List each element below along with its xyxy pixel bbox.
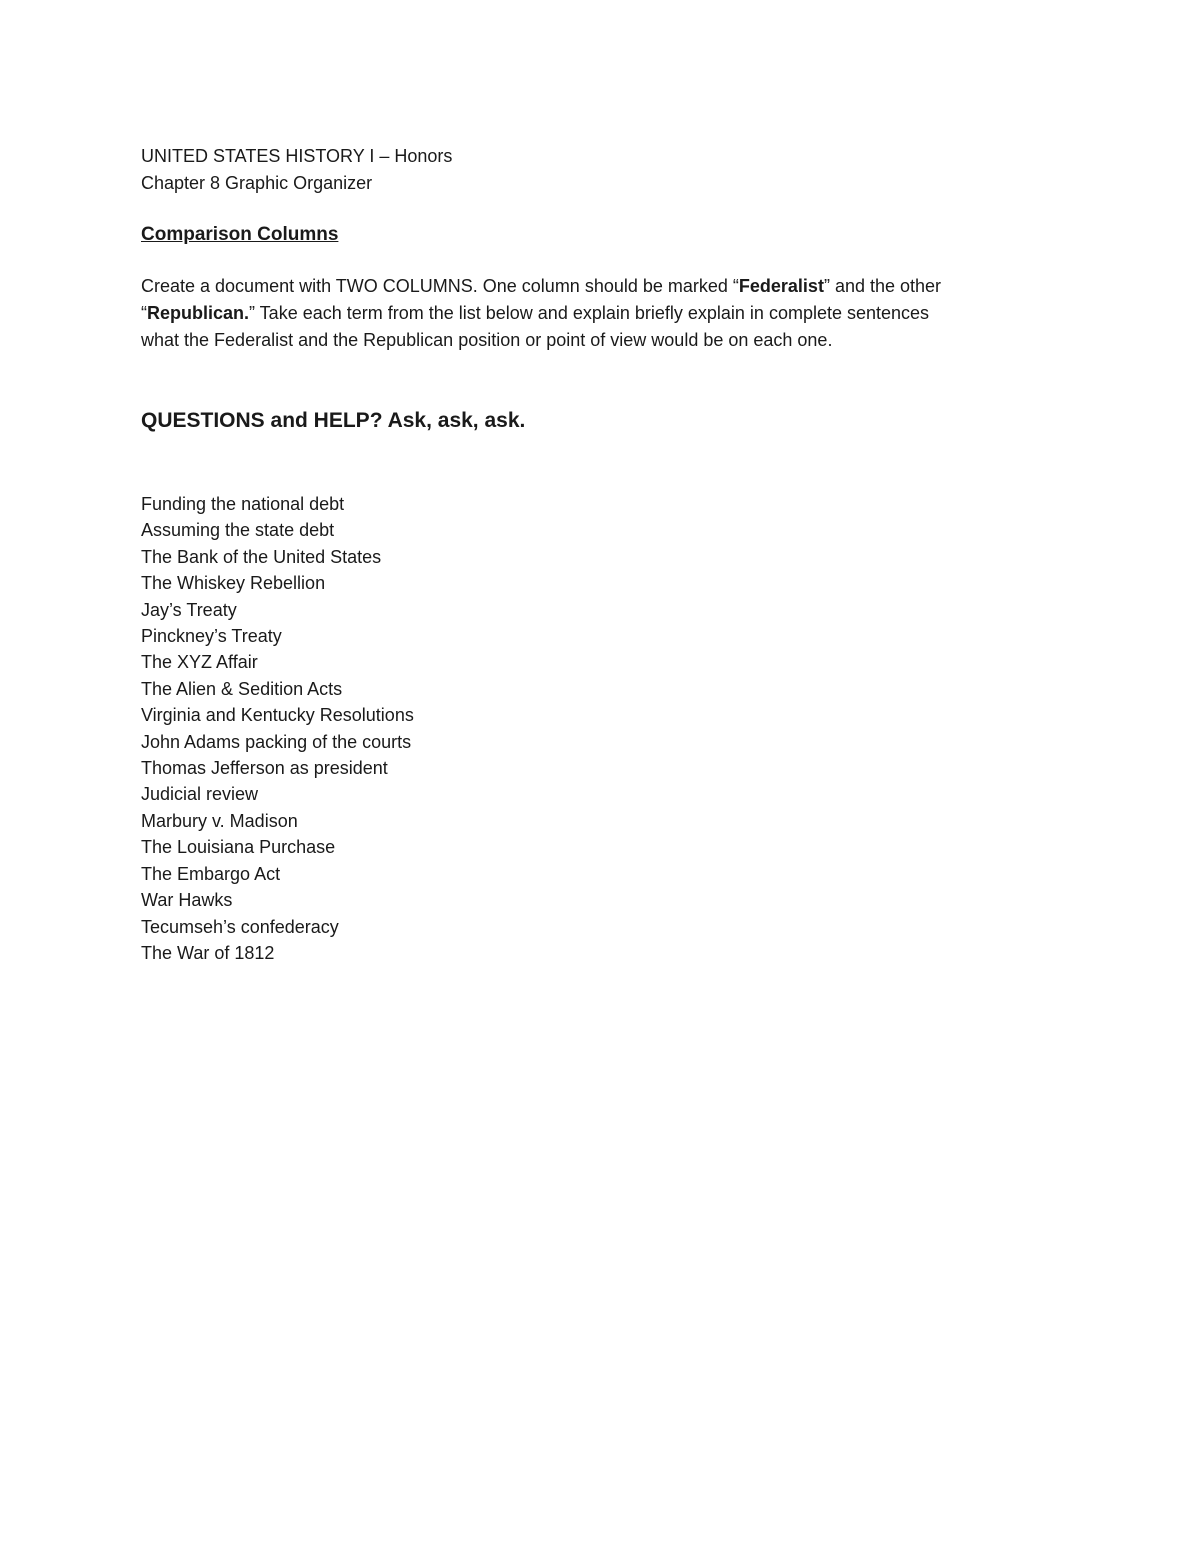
republican-label: Republican. [147, 303, 250, 323]
list-item: Funding the national debt [141, 494, 345, 514]
list-item: The Alien & Sedition Acts [141, 678, 343, 699]
instructions-text-1: Create a document with TWO COLUMNS. One column should be marked “ [141, 276, 739, 296]
questions-callout: QUESTIONS and HELP? Ask, ask, ask. [141, 409, 526, 432]
list-item: Pinckney’s Treaty [141, 626, 282, 647]
list-item: Jay’s Treaty [141, 599, 237, 620]
federalist-label: Federalist [738, 276, 824, 296]
list-item: The Whiskey Rebellion [141, 573, 326, 594]
list-item: The Embargo Act [141, 863, 281, 884]
list-item: The Louisiana Purchase [141, 837, 336, 858]
instructions-line-3: what the Federalist and the Republican position or point of view would be on each one. [141, 330, 833, 350]
list-item: Marbury v. Madison [141, 810, 298, 831]
course-title: UNITED STATES HISTORY I – Honors [141, 146, 453, 166]
list-item: Virginia and Kentucky Resolutions [141, 705, 414, 726]
instructions-line-2 [141, 300, 1041, 327]
list-item: War Hawks [141, 890, 233, 911]
list-item: Assuming the state debt [141, 520, 335, 541]
document-content [141, 143, 1041, 966]
list-item: The XYZ Affair [141, 652, 258, 673]
section-title: Comparison Columns [141, 224, 339, 245]
instructions-text-2: ” and the other [823, 276, 942, 296]
list-item: Tecumseh’s confederacy [141, 916, 339, 937]
document-subtitle: Chapter 8 Graphic Organizer [141, 173, 373, 193]
instructions-open-quote: “ [141, 303, 147, 323]
term-list [141, 491, 1041, 966]
list-item: Thomas Jefferson as president [141, 758, 388, 779]
instructions-text-3: ” Take each term from the list below and explain briefly explain in complete sentences [249, 303, 930, 323]
list-item: The War of 1812 [141, 942, 275, 963]
list-item: Judicial review [141, 784, 259, 805]
list-item: John Adams packing of the courts [141, 731, 412, 752]
document-header [141, 143, 1041, 197]
list-item: The Bank of the United States [141, 546, 382, 567]
instructions-line-1 [141, 273, 1041, 300]
instructions-paragraph [141, 273, 1041, 354]
